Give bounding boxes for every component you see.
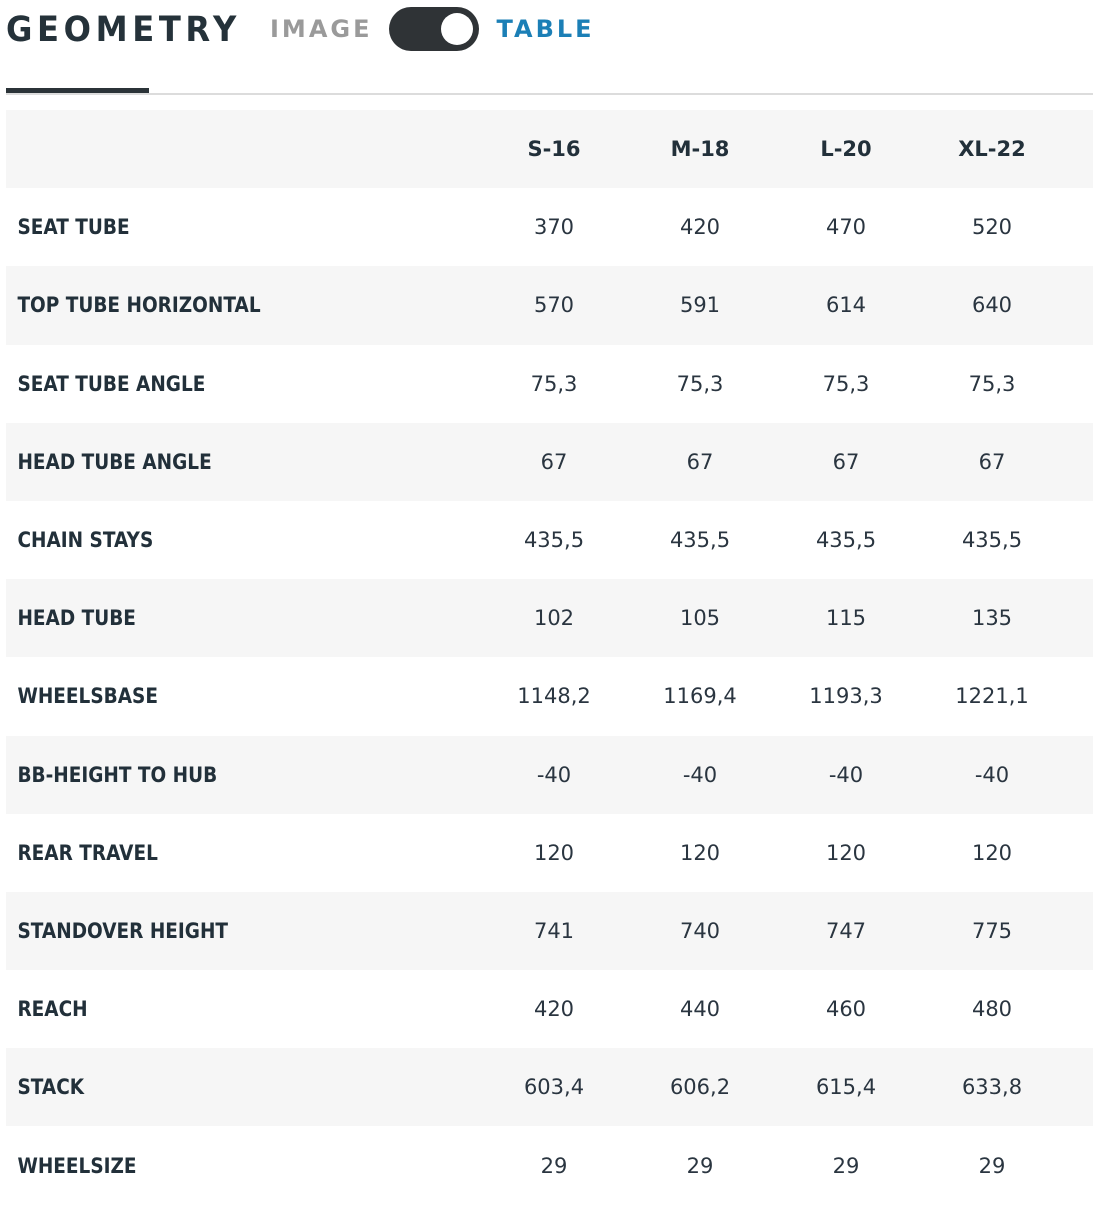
table-row xyxy=(6,892,1093,970)
table-cell: 470 xyxy=(825,215,867,240)
table-cell: 135 xyxy=(971,606,1013,631)
table-row xyxy=(6,266,1093,344)
table-cell: 115 xyxy=(825,606,867,631)
table-cell: 614 xyxy=(825,293,867,318)
table-cell: 67 xyxy=(832,449,860,474)
table-cell: -40 xyxy=(974,762,1010,787)
table-cell: 775 xyxy=(971,918,1013,943)
row-label: HEAD TUBE xyxy=(17,606,136,631)
table-cell: -40 xyxy=(828,762,864,787)
row-label: BB-HEIGHT TO HUB xyxy=(17,762,218,787)
table-cell: 435,5 xyxy=(669,528,731,553)
table-cell: 740 xyxy=(679,918,721,943)
row-label: CHAIN STAYS xyxy=(17,528,154,553)
table-row xyxy=(6,736,1093,814)
row-label: SEAT TUBE xyxy=(17,215,130,240)
table-cell: 435,5 xyxy=(523,528,585,553)
table-cell: 1169,4 xyxy=(663,684,737,709)
table-cell: 615,4 xyxy=(815,1075,877,1100)
table-row xyxy=(6,1126,1093,1204)
table-cell: 435,5 xyxy=(815,528,877,553)
table-cell: 606,2 xyxy=(669,1075,731,1100)
table-cell: 75,3 xyxy=(530,371,578,396)
table-row xyxy=(6,188,1093,266)
table-cell: 420 xyxy=(679,215,721,240)
table-cell: 102 xyxy=(533,606,575,631)
table-row xyxy=(6,501,1093,579)
table-cell: 67 xyxy=(540,449,568,474)
header-divider xyxy=(6,93,1093,95)
table-cell: 75,3 xyxy=(676,371,724,396)
table-header-row xyxy=(6,110,1093,188)
table-row xyxy=(6,423,1093,501)
row-label: WHEELSBASE xyxy=(17,684,158,709)
toggle-image-label[interactable]: IMAGE xyxy=(270,15,373,43)
table-row xyxy=(6,657,1093,735)
table-cell: 120 xyxy=(825,840,867,865)
column-header: S-16 xyxy=(527,137,581,162)
table-cell: 480 xyxy=(971,997,1013,1022)
table-row xyxy=(6,970,1093,1048)
table-cell: 75,3 xyxy=(822,371,870,396)
table-cell: 460 xyxy=(825,997,867,1022)
table-cell: 435,5 xyxy=(961,528,1023,553)
table-cell: 29 xyxy=(832,1153,860,1178)
table-row xyxy=(6,814,1093,892)
table-cell: 120 xyxy=(679,840,721,865)
table-cell: 640 xyxy=(971,293,1013,318)
table-cell: 67 xyxy=(686,449,714,474)
geometry-header xyxy=(0,0,1105,96)
table-row xyxy=(6,345,1093,423)
table-cell: 120 xyxy=(971,840,1013,865)
table-cell: 520 xyxy=(971,215,1013,240)
table-cell: 1221,1 xyxy=(955,684,1029,709)
view-switch[interactable] xyxy=(389,7,479,51)
row-label: SEAT TUBE ANGLE xyxy=(17,371,206,396)
table-cell: 105 xyxy=(679,606,721,631)
table-cell: 747 xyxy=(825,918,867,943)
row-label: REAR TRAVEL xyxy=(17,840,158,865)
table-cell: 67 xyxy=(978,449,1006,474)
table-cell: 440 xyxy=(679,997,721,1022)
table-cell: 75,3 xyxy=(968,371,1016,396)
row-label: TOP TUBE HORIZONTAL xyxy=(17,293,261,318)
row-label: HEAD TUBE ANGLE xyxy=(17,449,212,474)
table-cell: 29 xyxy=(540,1153,568,1178)
table-cell: 1148,2 xyxy=(517,684,591,709)
toggle-table-label[interactable]: TABLE xyxy=(496,15,595,43)
table-cell: 29 xyxy=(978,1153,1006,1178)
row-label: WHEELSIZE xyxy=(17,1153,137,1178)
table-cell: 591 xyxy=(679,293,721,318)
table-cell: -40 xyxy=(536,762,572,787)
geometry-table xyxy=(6,110,1093,1205)
column-header: L-20 xyxy=(820,137,872,162)
view-toggle xyxy=(270,6,595,52)
section-title: GEOMETRY xyxy=(6,10,241,50)
row-label: STACK xyxy=(17,1075,85,1100)
table-cell: 603,4 xyxy=(523,1075,585,1100)
table-cell: 120 xyxy=(533,840,575,865)
table-cell: 1193,3 xyxy=(809,684,883,709)
table-body xyxy=(6,188,1093,1204)
switch-knob xyxy=(441,13,473,45)
row-label: STANDOVER HEIGHT xyxy=(17,918,229,943)
table-cell: -40 xyxy=(682,762,718,787)
table-cell: 420 xyxy=(533,997,575,1022)
table-row xyxy=(6,579,1093,657)
table-cell: 29 xyxy=(686,1153,714,1178)
table-cell: 633,8 xyxy=(961,1075,1023,1100)
row-label: REACH xyxy=(17,997,88,1022)
column-header: M-18 xyxy=(670,137,730,162)
table-cell: 570 xyxy=(533,293,575,318)
column-header: XL-22 xyxy=(958,137,1026,162)
table-cell: 741 xyxy=(533,918,575,943)
table-cell: 370 xyxy=(533,215,575,240)
table-row xyxy=(6,1048,1093,1126)
